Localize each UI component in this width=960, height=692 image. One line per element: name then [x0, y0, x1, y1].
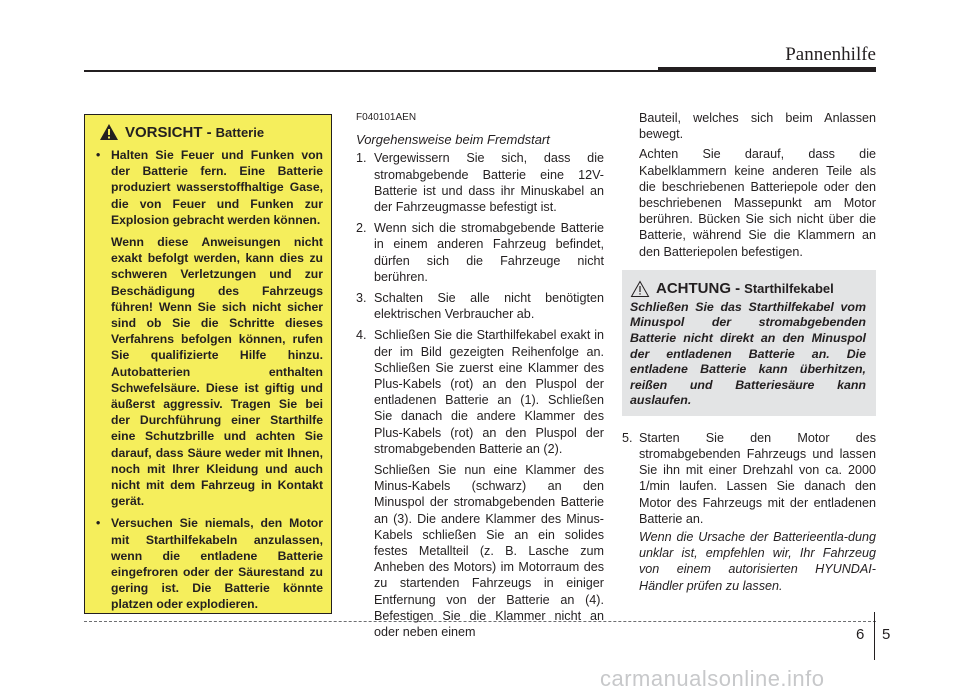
step-text: Vergewissern Sie sich, dass die stromabgebende Batterie eine 12V-Batterie ist und dass ihr Minuskabel an der Fahrzeugmasse befestigt ist. — [374, 151, 604, 215]
step-text: Schließen Sie nun eine Klammer des Minus-Kabels (schwarz) an den Minuspol der stromabgebenden Batterie an (3). Die andere Klammer des Minus-Kabels schließen Sie an ein solides festes Metallteil (z. B. Lasche zum Anheben des Motors) im Motorraum des zu startenden Fahrzeugs in einiger Entfernung von der Batterie an (4). Befestigen Sie die Klammer nicht an oder neben einem — [374, 463, 604, 640]
bullet: • — [96, 148, 101, 162]
continuation-column — [622, 110, 876, 594]
procedure-step — [356, 150, 604, 215]
chapter-number: 6 — [856, 626, 865, 643]
warning-triangle-icon — [99, 123, 119, 141]
step-text: Wenn sich die stromabgebende Batterie in einem anderen Fahrzeug befindet, dürfen sich die Fahrzeuge nicht berühren. — [374, 221, 604, 284]
procedure-step — [356, 220, 604, 285]
attention-box — [622, 270, 876, 416]
step-number: 4. — [356, 328, 367, 343]
caution-list — [93, 147, 323, 613]
header-rule-accent — [658, 67, 876, 72]
step-text: Starten Sie den Motor des stromabgebenden Fahrzeugs und lassen Sie ihn mit einer Drehzahl von ca. 2000 1/min laufen. Lassen Sie danach den Motor des Fahrzeugs mit der entladenen Batterie an. — [639, 430, 876, 526]
step-number: 5. — [622, 430, 633, 445]
attention-heading-main: ACHTUNG - — [656, 279, 741, 297]
step-text: Schließen Sie die Starthilfekabel exakt in der im Bild gezeigten Reihenfolge an. Schließen Sie zuerst eine Klammer des Plus-Kabels (rot) an den Pluspol der entladenen Batterie an (1). Schließen Sie danach die andere Klammer des Plus-Kabels (rot) an den Pluspol der stromabgebenden Batterie an (2). — [374, 328, 604, 456]
watermark: carmanualsonline.info — [600, 666, 825, 691]
footer-rule — [84, 621, 876, 623]
caution-heading-main: VORSICHT - — [125, 123, 212, 141]
caution-paragraph: Wenn diese Anweisungen nicht exakt befolgt werden, kann dies zu schweren Verletzungen und zur Beschädigung des Fahrzeugs führen! Wenn Sie sich nicht sicher sind ob Sie die Schritte dieses Verfahrens befolgen können, rufen Sie qualifizierte Hilfe hinzu. Autobatterien enthalten Schwefelsäure. Diese ist giftig und äußerst aggressiv. Tragen Sie bei der Durchführung einer Starthilfe eine Schutzbrille und achten Sie darauf, dass Säure weder mit Ihnen, noch mit Ihrer Kleidung und auch nicht mit dem Fahrzeug in Kontakt gerät. — [111, 235, 323, 509]
continuation-paragraph: Achten Sie darauf, dass die Kabelklammern keine anderen Teile als die beschriebenen Batteriepole oder den beschriebenen Massepunkt am Motor berühren. Bücken Sie sich nicht über die Batterie, während Sie die Klammern an den Batteriepolen befestigen. — [639, 147, 876, 259]
procedure-step — [622, 430, 876, 594]
page-number: 5 — [882, 626, 891, 643]
step-number: 3. — [356, 291, 367, 306]
attention-text: Schließen Sie das Starthilfekabel vom Minuspol der stromabgebenden Batterie nicht direkt an den Minuspol der entladenen Batterie an. Die entladene Batterie kann überhitzen, reißen und Batteriesäure kann auslaufen. — [630, 299, 866, 408]
procedure-code: F040101AEN — [356, 112, 417, 123]
step-number: 1. — [356, 151, 367, 166]
step-note: Wenn die Ursache der Batterieentla-dung unklar ist, empfehlen wir, Ihr Fahrzeug von einem autorisierten HYUNDAI-Händler prüfen zu lassen. — [639, 530, 876, 593]
caution-paragraph: Halten Sie Feuer und Funken von der Batterie fern. Eine Batterie produziert wasserstoffhaltige Gase, die von Feuer und Funken zur Explosion gebracht werden können. — [111, 148, 323, 227]
continuation-paragraph: Bauteil, welches sich beim Anlassen bewegt. — [639, 111, 876, 142]
caution-heading — [99, 123, 323, 141]
procedure-steps — [356, 150, 604, 640]
caution-paragraph: Versuchen Sie niemals, den Motor mit Starthilfekabeln anzulassen, wenn die entladene Batterie eingefroren oder der Säurestand zu gering ist. Die Batterie könnte platzen oder explodieren. — [111, 516, 323, 612]
procedure-title: Vorgehensweise beim Fremdstart — [356, 132, 550, 148]
page-number-divider — [874, 612, 875, 660]
caution-heading-sub: Batterie — [215, 124, 265, 140]
caution-item — [93, 147, 323, 509]
bullet: • — [96, 516, 101, 531]
step-number: 2. — [356, 221, 367, 236]
procedure-column — [356, 110, 604, 645]
caution-box — [84, 114, 332, 614]
attention-heading — [630, 280, 866, 298]
caution-item — [93, 515, 323, 612]
procedure-step — [356, 290, 604, 322]
warning-triangle-outline-icon — [630, 280, 650, 298]
section-title: Pannenhilfe — [785, 44, 876, 65]
attention-heading-sub: Starthilfekabel — [744, 280, 834, 296]
step-text: Schalten Sie alle nicht benötigten elektrischen Verbraucher ab. — [374, 291, 604, 322]
procedure-step — [356, 327, 604, 640]
